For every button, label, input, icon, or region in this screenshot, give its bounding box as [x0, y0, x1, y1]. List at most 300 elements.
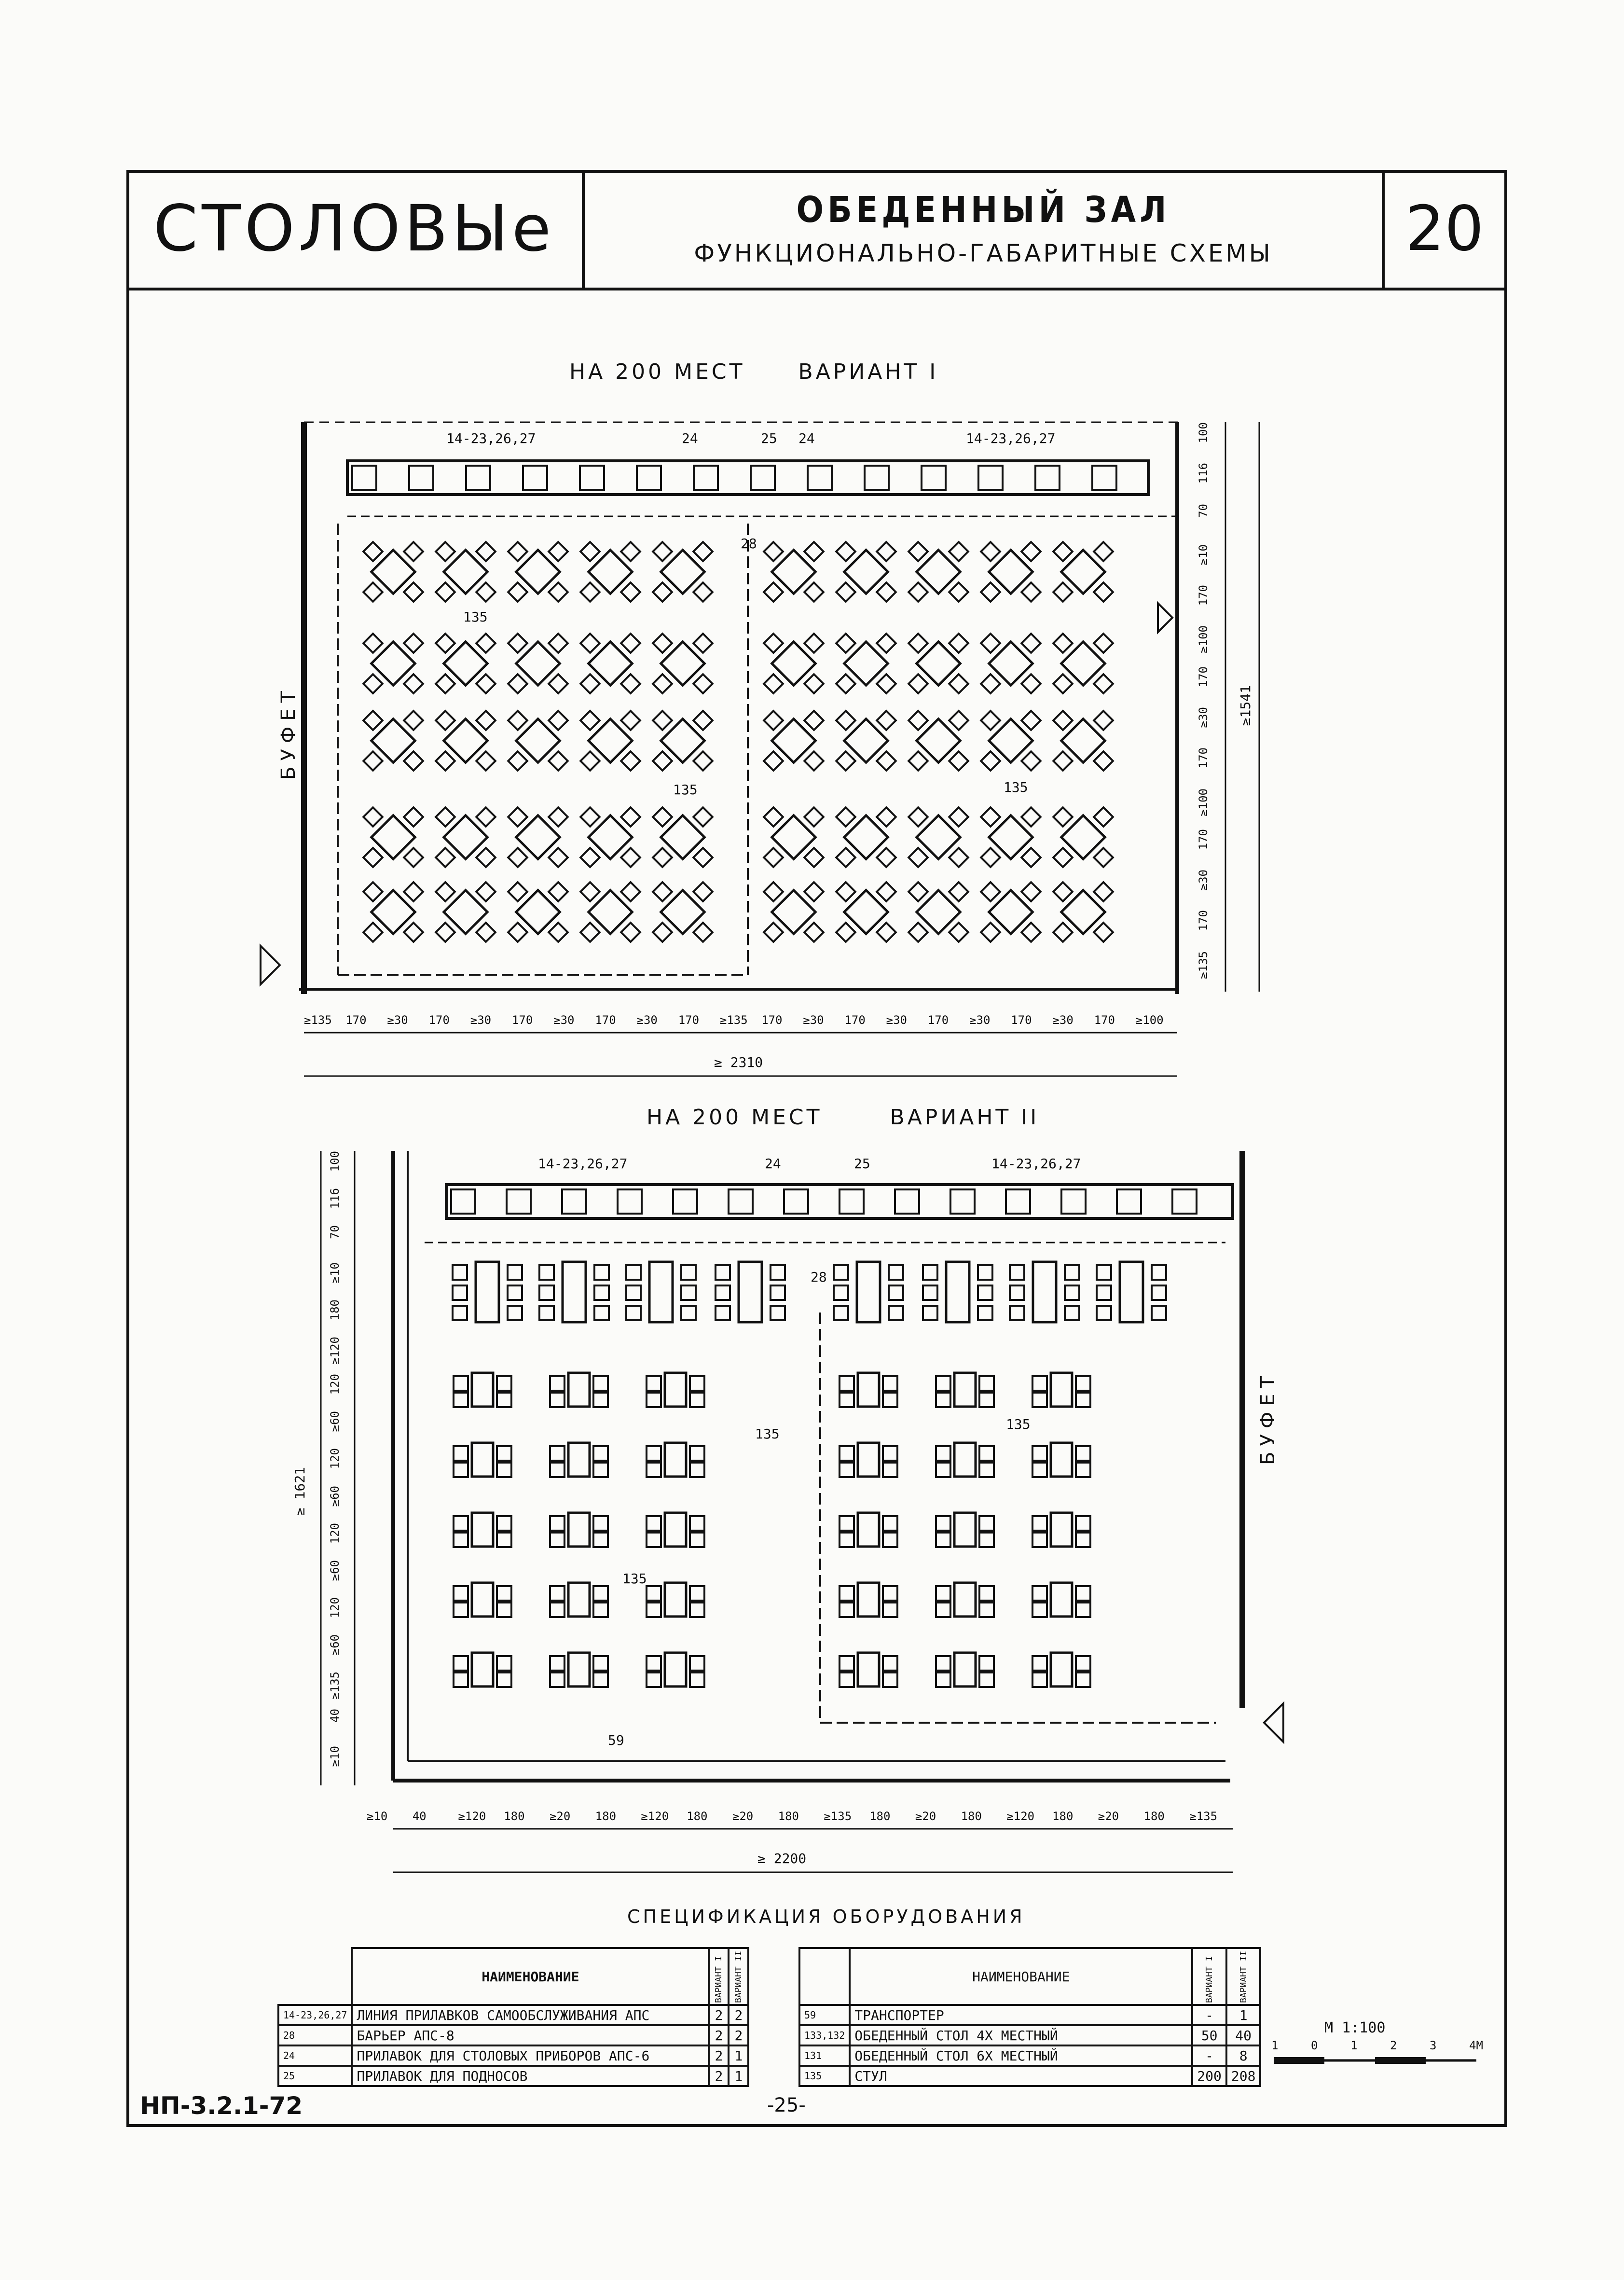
chair — [693, 542, 713, 561]
dimension-value: ≥30 — [886, 1013, 908, 1027]
chair — [716, 1285, 730, 1300]
chair — [454, 1463, 468, 1477]
table-4-seat — [653, 711, 713, 771]
chair — [716, 1306, 730, 1320]
chair — [1021, 751, 1041, 771]
counter-module — [1172, 1189, 1197, 1214]
spec-row — [278, 2066, 748, 2086]
spec-cell-pos: 133,132 — [799, 2025, 850, 2045]
counter-module — [352, 466, 376, 490]
chair — [497, 1586, 511, 1601]
chair — [1094, 848, 1113, 867]
table-4-seat — [908, 634, 968, 693]
spec-title: СПЕЦИФИКАЦИЯ ОБОРУДОВАНИЯ — [627, 1906, 1025, 1927]
table-4-seat — [580, 807, 640, 867]
scale-tick: 3 — [1430, 2039, 1437, 2052]
chair — [593, 1463, 608, 1477]
chair — [949, 711, 968, 730]
chair — [693, 582, 713, 602]
chair — [877, 882, 896, 901]
table-4-seat — [580, 542, 640, 602]
chair — [908, 634, 928, 653]
chair — [593, 1393, 608, 1407]
spec-cell-v1: - — [1192, 2045, 1226, 2066]
chair — [647, 1533, 661, 1547]
dimension-value: 40 — [328, 1708, 342, 1723]
chair — [1065, 1306, 1079, 1320]
chair — [580, 711, 600, 730]
table-4-seat — [981, 634, 1041, 693]
counter-module — [1117, 1189, 1141, 1214]
dimension-value: ≥30 — [470, 1013, 492, 1027]
table-4-seat — [840, 1373, 897, 1407]
chair — [580, 807, 600, 827]
spec-cell-pos: 135 — [799, 2066, 850, 2086]
chair — [764, 711, 783, 730]
chair — [550, 1603, 564, 1617]
table-4-seat — [981, 542, 1041, 602]
spec-cell-v1: 2 — [709, 2005, 729, 2025]
table-4-seat — [647, 1373, 704, 1407]
dimension-value: 120 — [328, 1374, 342, 1395]
sheet-title: ОБЕДЕННЫЙ ЗАЛ — [796, 189, 1170, 231]
table-4-seat — [908, 882, 968, 942]
chair — [1021, 923, 1041, 942]
chair — [949, 582, 968, 602]
counter-module — [895, 1189, 919, 1214]
chair — [877, 848, 896, 867]
table-4-seat — [508, 634, 568, 693]
plan2-conveyor-label: 59 — [608, 1732, 624, 1748]
chair — [621, 634, 640, 653]
dimension-value: ≥30 — [553, 1013, 575, 1027]
table-4-seat — [764, 542, 824, 602]
chair — [508, 674, 527, 693]
dimension-value: 170 — [511, 1013, 533, 1027]
chair — [1053, 711, 1073, 730]
chair — [653, 807, 672, 827]
chair — [978, 1306, 992, 1320]
dimension-value: 170 — [1197, 666, 1210, 688]
table-6-seat — [923, 1262, 992, 1322]
plan2-chair-label-3: 135 — [622, 1571, 647, 1587]
table-4-seat — [981, 882, 1041, 942]
spec-cell-name: ЛИНИЯ ПРИЛАВКОВ САМООБСЛУЖИВАНИЯ АПС — [352, 2005, 709, 2025]
table-4-seat — [436, 882, 495, 942]
chair — [1076, 1656, 1090, 1671]
chair — [979, 1672, 994, 1687]
chair — [647, 1393, 661, 1407]
chair — [508, 848, 527, 867]
spec-row — [799, 2045, 1260, 2066]
dimension-value: 100 — [1197, 422, 1210, 443]
chair — [476, 848, 495, 867]
chair — [949, 807, 968, 827]
table-4-seat — [647, 1513, 704, 1547]
chair — [549, 634, 568, 653]
chair — [877, 674, 896, 693]
chair — [580, 582, 600, 602]
chair — [550, 1376, 564, 1391]
chair — [949, 674, 968, 693]
chair — [923, 1285, 937, 1300]
table-4-seat — [836, 634, 896, 693]
table-6-seat — [834, 1262, 903, 1322]
dimension-value: ≥10 — [1197, 544, 1210, 566]
chair — [908, 882, 928, 901]
chair — [1021, 848, 1041, 867]
chair — [804, 751, 824, 771]
dimension-value: ≥20 — [1098, 1810, 1119, 1823]
chair — [550, 1656, 564, 1671]
table-4-seat — [363, 542, 423, 602]
plan1-total-width: ≥ 2310 — [714, 1054, 763, 1070]
chair — [454, 1376, 468, 1391]
chair — [497, 1376, 511, 1391]
chair — [1032, 1376, 1047, 1391]
table-4-seat — [1053, 542, 1113, 602]
dimension-value: ≥100 — [1197, 788, 1210, 816]
chair — [981, 711, 1000, 730]
dimension-value: ≥60 — [328, 1411, 342, 1432]
table-6-seat — [626, 1262, 696, 1322]
chair — [539, 1306, 554, 1320]
chair — [1094, 711, 1113, 730]
chair — [476, 582, 495, 602]
chair — [936, 1393, 950, 1407]
spec-cell-v2: 2 — [729, 2025, 748, 2045]
chair — [1053, 634, 1073, 653]
chair — [908, 674, 928, 693]
chair — [764, 882, 783, 901]
chair — [647, 1586, 661, 1601]
dimension-value: ≥60 — [328, 1634, 342, 1656]
chair — [877, 807, 896, 827]
spec-cell-v1: 2 — [709, 2025, 729, 2045]
chair — [908, 751, 928, 771]
chair — [436, 711, 455, 730]
plan2-left-dimensions — [328, 1151, 352, 1783]
sheet-subtitle: ФУНКЦИОНАЛЬНО-ГАБАРИТНЫЕ СХЕМЫ — [694, 239, 1273, 267]
chair — [690, 1672, 704, 1687]
table-4-seat — [1032, 1583, 1090, 1617]
chair — [804, 848, 824, 867]
table-4-seat — [981, 807, 1041, 867]
chair — [580, 848, 600, 867]
plan1-counter-left-label: 14-23,26,27 — [446, 430, 536, 446]
chair — [363, 848, 383, 867]
chair — [1076, 1586, 1090, 1601]
chair — [804, 923, 824, 942]
chair — [923, 1306, 937, 1320]
chair — [539, 1285, 554, 1300]
chair — [593, 1376, 608, 1391]
chair — [981, 807, 1000, 827]
chair — [580, 751, 600, 771]
chair — [908, 807, 928, 827]
chair — [840, 1393, 854, 1407]
dimension-value: ≥30 — [636, 1013, 658, 1027]
chair — [508, 582, 527, 602]
chair — [550, 1586, 564, 1601]
chair — [690, 1603, 704, 1617]
chair — [979, 1656, 994, 1671]
dimension-value: ≥30 — [1197, 707, 1210, 728]
chair — [497, 1603, 511, 1617]
sheet-number: 20 — [1405, 193, 1484, 265]
chair — [404, 674, 423, 693]
chair — [693, 923, 713, 942]
plan1-chair-label-3: 135 — [1004, 779, 1028, 795]
chair — [908, 582, 928, 602]
chair — [436, 674, 455, 693]
chair — [883, 1672, 897, 1687]
chair — [593, 1446, 608, 1461]
chair — [764, 848, 783, 867]
chair — [836, 711, 855, 730]
chair — [949, 634, 968, 653]
chair — [1032, 1672, 1047, 1687]
counter-module — [1006, 1189, 1030, 1214]
table-4-seat — [764, 882, 824, 942]
scale-tick: 1 — [1271, 2039, 1279, 2052]
chair — [771, 1265, 785, 1280]
chair — [508, 1265, 522, 1280]
dimension-value: ≥30 — [969, 1013, 991, 1027]
chair — [1076, 1516, 1090, 1531]
chair — [949, 923, 968, 942]
chair — [436, 923, 455, 942]
dimension-value: ≥135 — [328, 1671, 342, 1700]
dimension-value: 170 — [1197, 747, 1210, 769]
chair — [690, 1516, 704, 1531]
scale-label: М 1:100 — [1324, 2019, 1386, 2036]
chair — [936, 1603, 950, 1617]
spec-cell-v2: 1 — [729, 2066, 748, 2086]
table-4-seat — [647, 1583, 704, 1617]
chair — [1076, 1446, 1090, 1461]
chair — [1076, 1533, 1090, 1547]
chair — [936, 1586, 950, 1601]
counter-module — [865, 466, 889, 490]
chair — [1094, 582, 1113, 602]
counter-module — [978, 466, 1003, 490]
table-4-seat — [836, 807, 896, 867]
scale-tick: 1 — [1350, 2039, 1358, 2052]
table-4-seat — [1032, 1443, 1090, 1477]
chair — [647, 1516, 661, 1531]
plan2-variant: ВАРИАНТ II — [890, 1105, 1040, 1130]
table-4-seat — [840, 1443, 897, 1477]
table-4-seat — [653, 542, 713, 602]
chair — [877, 582, 896, 602]
chair — [621, 542, 640, 561]
chair — [363, 542, 383, 561]
dimension-value: 180 — [328, 1299, 342, 1321]
plan1-total-height: ≥1541 — [1238, 685, 1253, 726]
dimension-value: 180 — [869, 1810, 891, 1823]
chair — [836, 923, 855, 942]
chair — [716, 1265, 730, 1280]
table-4-seat — [764, 634, 824, 693]
chair — [771, 1285, 785, 1300]
chair — [764, 674, 783, 693]
chair — [626, 1306, 641, 1320]
chair — [476, 923, 495, 942]
chair — [1094, 542, 1113, 561]
chair — [508, 1285, 522, 1300]
chair — [594, 1265, 609, 1280]
counter-module — [840, 1189, 864, 1214]
chair — [497, 1393, 511, 1407]
chair — [593, 1656, 608, 1671]
plan1-right-dimensions — [1197, 422, 1221, 992]
chair — [580, 542, 600, 561]
chair — [404, 582, 423, 602]
chair — [580, 674, 600, 693]
chair — [936, 1376, 950, 1391]
chair — [804, 711, 824, 730]
dimension-value: 170 — [1197, 910, 1210, 931]
chair — [1094, 751, 1113, 771]
dimension-value: ≥100 — [1135, 1013, 1164, 1027]
chair — [693, 848, 713, 867]
plan2-chair-label-2: 135 — [1006, 1416, 1031, 1432]
chair — [1053, 848, 1073, 867]
chair — [653, 542, 672, 561]
page-number: -25- — [767, 2094, 806, 2116]
table-4-seat — [454, 1583, 511, 1617]
dimension-value: ≥120 — [641, 1810, 669, 1823]
chair — [1053, 582, 1073, 602]
chair — [979, 1446, 994, 1461]
dimension-value: 170 — [1197, 829, 1210, 850]
table-6-seat — [1010, 1262, 1079, 1322]
chair — [981, 634, 1000, 653]
chair — [840, 1533, 854, 1547]
chair — [497, 1446, 511, 1461]
chair — [593, 1672, 608, 1687]
plan2-bottom-dimensions — [367, 1810, 1235, 1829]
table-4-seat — [1032, 1653, 1090, 1687]
spec-cell-pos: 59 — [799, 2005, 850, 2025]
chair — [979, 1586, 994, 1601]
chair — [936, 1516, 950, 1531]
chair — [681, 1306, 696, 1320]
spec-row — [278, 2025, 748, 2045]
plan2-total-width: ≥ 2200 — [757, 1851, 807, 1866]
chair — [836, 634, 855, 653]
table-4-seat — [840, 1583, 897, 1617]
chair — [1053, 751, 1073, 771]
chair — [764, 807, 783, 827]
spec-cell-v1: 200 — [1192, 2066, 1226, 2086]
chair — [549, 807, 568, 827]
chair — [436, 882, 455, 901]
chair — [883, 1533, 897, 1547]
chair — [883, 1376, 897, 1391]
chair — [550, 1446, 564, 1461]
chair — [690, 1376, 704, 1391]
chair — [1032, 1463, 1047, 1477]
dimension-value: ≥10 — [367, 1810, 388, 1823]
spec-cell-v1: 2 — [709, 2066, 729, 2086]
table-4-seat — [508, 542, 568, 602]
chair — [908, 923, 928, 942]
chair — [621, 848, 640, 867]
chair — [550, 1516, 564, 1531]
chair — [508, 751, 527, 771]
spec-row — [278, 2005, 748, 2025]
chair — [840, 1446, 854, 1461]
table-4-seat — [653, 882, 713, 942]
counter-module — [694, 466, 718, 490]
chair — [877, 711, 896, 730]
chair — [889, 1306, 903, 1320]
chair — [690, 1656, 704, 1671]
plan2 — [321, 1151, 1283, 1872]
dimension-value: 120 — [328, 1448, 342, 1469]
plan1-variant: ВАРИАНТ I — [798, 359, 939, 384]
table-4-seat — [908, 807, 968, 867]
chair — [1010, 1265, 1024, 1280]
chair — [653, 882, 672, 901]
dimension-value: 180 — [1143, 1810, 1165, 1823]
spec-cell-name: ОБЕДЕННЫЙ СТОЛ 6Х МЕСТНЫЙ — [850, 2045, 1192, 2066]
chair — [1076, 1672, 1090, 1687]
spec-cell-name: ПРИЛАВОК ДЛЯ ПОДНОСОВ — [352, 2066, 709, 2086]
chair — [454, 1656, 468, 1671]
plan1-capacity: НА 200 МЕСТ — [569, 359, 745, 384]
chair — [1097, 1265, 1111, 1280]
chair — [771, 1306, 785, 1320]
table-4-seat — [580, 711, 640, 771]
table-4-seat — [550, 1443, 608, 1477]
table-4-seat — [936, 1653, 994, 1687]
table-4-seat — [764, 711, 824, 771]
chair — [1032, 1516, 1047, 1531]
table-4-seat — [363, 882, 423, 942]
dimension-value: ≥20 — [732, 1810, 754, 1823]
chair — [653, 582, 672, 602]
chair — [804, 882, 824, 901]
chair — [908, 848, 928, 867]
chair — [404, 807, 423, 827]
plan2-capacity: НА 200 МЕСТ — [647, 1105, 823, 1130]
dimension-value: 180 — [687, 1810, 708, 1823]
dimension-value: 116 — [328, 1188, 342, 1209]
spec-cell-v2: 1 — [1226, 2005, 1261, 2025]
chair — [1032, 1656, 1047, 1671]
chair — [1032, 1586, 1047, 1601]
chair — [453, 1306, 467, 1320]
counter-module — [637, 466, 661, 490]
dimension-value: 180 — [595, 1810, 617, 1823]
table-4-seat — [436, 711, 495, 771]
plan2-counter-right-label: 14-23,26,27 — [991, 1156, 1081, 1172]
dimension-value: ≥30 — [1052, 1013, 1073, 1027]
chair — [836, 582, 855, 602]
dimension-value: ≥120 — [458, 1810, 486, 1823]
counter-module — [466, 466, 490, 490]
spec-cell-pos: 28 — [278, 2025, 352, 2045]
chair — [681, 1285, 696, 1300]
chair — [1076, 1603, 1090, 1617]
chair — [804, 542, 824, 561]
chair — [508, 542, 527, 561]
chair — [508, 923, 527, 942]
chair — [949, 882, 968, 901]
